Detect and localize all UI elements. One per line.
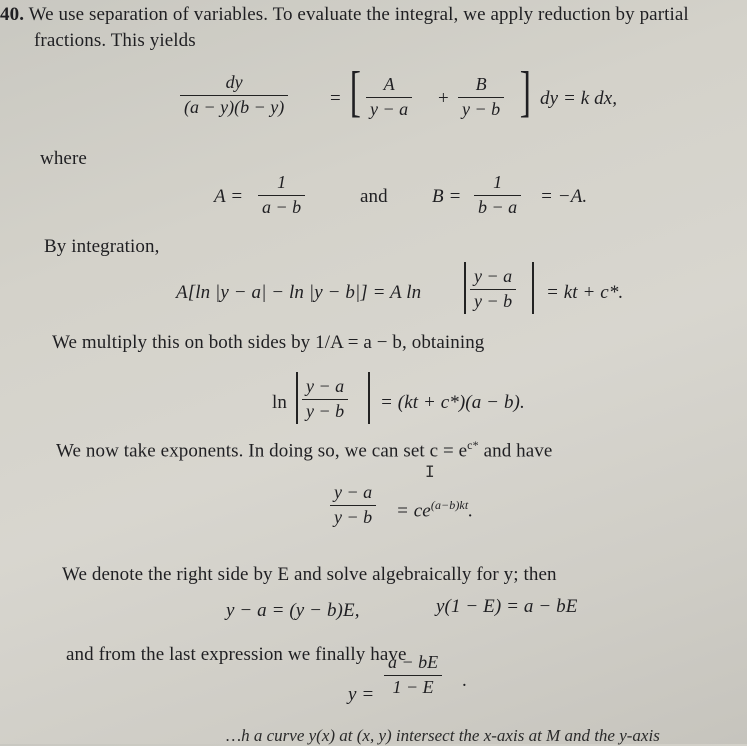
where-label: where (40, 148, 87, 169)
eq1-lhs-num: dy (225, 72, 243, 92)
denote-text: We denote the right side by E and solve algebraically for y; then (62, 564, 557, 585)
eq4-fraction (302, 376, 348, 422)
eq1-b-num: B (475, 74, 487, 94)
eq4-rhs: = (kt + c*)(a − b). (380, 392, 525, 413)
abs-bar-right (532, 262, 534, 314)
eq5-rhs: = ce (396, 500, 431, 522)
eq1-rhs: dy = k dx, (540, 88, 618, 109)
eq4-den: y − b (306, 401, 345, 421)
eq2-rhs: = −A. (540, 186, 588, 207)
eq3-num: y − a (474, 266, 513, 286)
eq1-b-den: y − b (462, 99, 501, 119)
fraction-bar (330, 505, 376, 506)
eq1-a-fraction (366, 74, 412, 120)
cut-off-text: …h a curve y(x) at (x, y) intersect the x-axis at M and the y-axis (226, 726, 660, 745)
eq1-a-num: A (383, 74, 395, 94)
eq4-lhs: ln (272, 392, 287, 413)
eq5-rhs-line (396, 498, 473, 522)
intro-text-1: We use separation of variables. To evaluate the integral, we apply reduction by partial (28, 4, 689, 25)
eq6-left: y − a = (y − b)E, (226, 600, 360, 621)
eq1-equals: = (330, 88, 341, 109)
eq2-a-lhs: A = (214, 186, 244, 207)
intro-line-1 (0, 4, 689, 26)
exponents-tail: and have (483, 440, 553, 462)
eq2-a-fraction (258, 172, 305, 218)
fraction-bar (302, 399, 348, 400)
left-bracket: [ (349, 61, 361, 123)
finally-text: and from the last expression we finally have (66, 644, 407, 665)
eq7-num: a − bE (388, 652, 439, 672)
eq3-fraction (470, 266, 516, 312)
eq3-rhs: = kt + c*. (546, 282, 624, 303)
eq1-lhs-fraction (180, 72, 288, 118)
fraction-bar (474, 195, 521, 196)
abs-bar-left (296, 372, 298, 424)
fraction-bar (366, 97, 412, 98)
eq5-num: y − a (334, 482, 373, 502)
eq7-end: . (462, 670, 467, 691)
fraction-bar (458, 97, 504, 98)
eq2-and: and (360, 186, 388, 207)
fraction-bar (470, 289, 516, 290)
text-cursor-icon: I (425, 462, 435, 481)
eq7-den: 1 − E (392, 677, 434, 697)
by-integration-label: By integration, (44, 236, 160, 257)
eq2-a-den: a − b (262, 197, 302, 217)
eq5-sup: (a−b)kt (430, 498, 469, 512)
eq1-plus: + (438, 88, 449, 109)
eq2-b-den: b − a (478, 197, 518, 217)
eq2-b-fraction (474, 172, 521, 218)
exponents-line (56, 438, 552, 462)
exponents-sup: c* (467, 438, 479, 452)
eq5-end: . (468, 500, 474, 522)
eq2-b-num: 1 (493, 172, 503, 192)
eq5-fraction (330, 482, 376, 528)
eq1-b-fraction (458, 74, 504, 120)
fraction-bar (384, 675, 442, 676)
eq2-b-lhs: B = (432, 186, 462, 207)
eq6-right: y(1 − E) = a − bE (436, 596, 578, 617)
eq3-den: y − b (474, 291, 513, 311)
abs-bar-right (368, 372, 370, 424)
exponents-text: We now take exponents. In doing so, we can set c = e (56, 440, 468, 462)
eq7-lhs: y = (348, 684, 375, 705)
fraction-bar (258, 195, 305, 196)
problem-number: 40. (0, 4, 25, 25)
eq1-a-den: y − a (370, 99, 409, 119)
eq2-a-num: 1 (277, 172, 287, 192)
abs-bar-left (464, 262, 466, 314)
eq7-fraction (384, 652, 442, 698)
eq3-lhs: A[ln |y − a| − ln |y − b|] = A ln (176, 282, 422, 303)
right-bracket: ] (519, 61, 531, 123)
multiply-text: We multiply this on both sides by 1/A = a − b, obtaining (52, 332, 485, 353)
fraction-bar (180, 95, 288, 96)
eq1-lhs-den: (a − y)(b − y) (184, 97, 285, 117)
eq5-den: y − b (334, 507, 373, 527)
intro-line-2: fractions. This yields (34, 30, 196, 51)
eq4-num: y − a (306, 376, 345, 396)
